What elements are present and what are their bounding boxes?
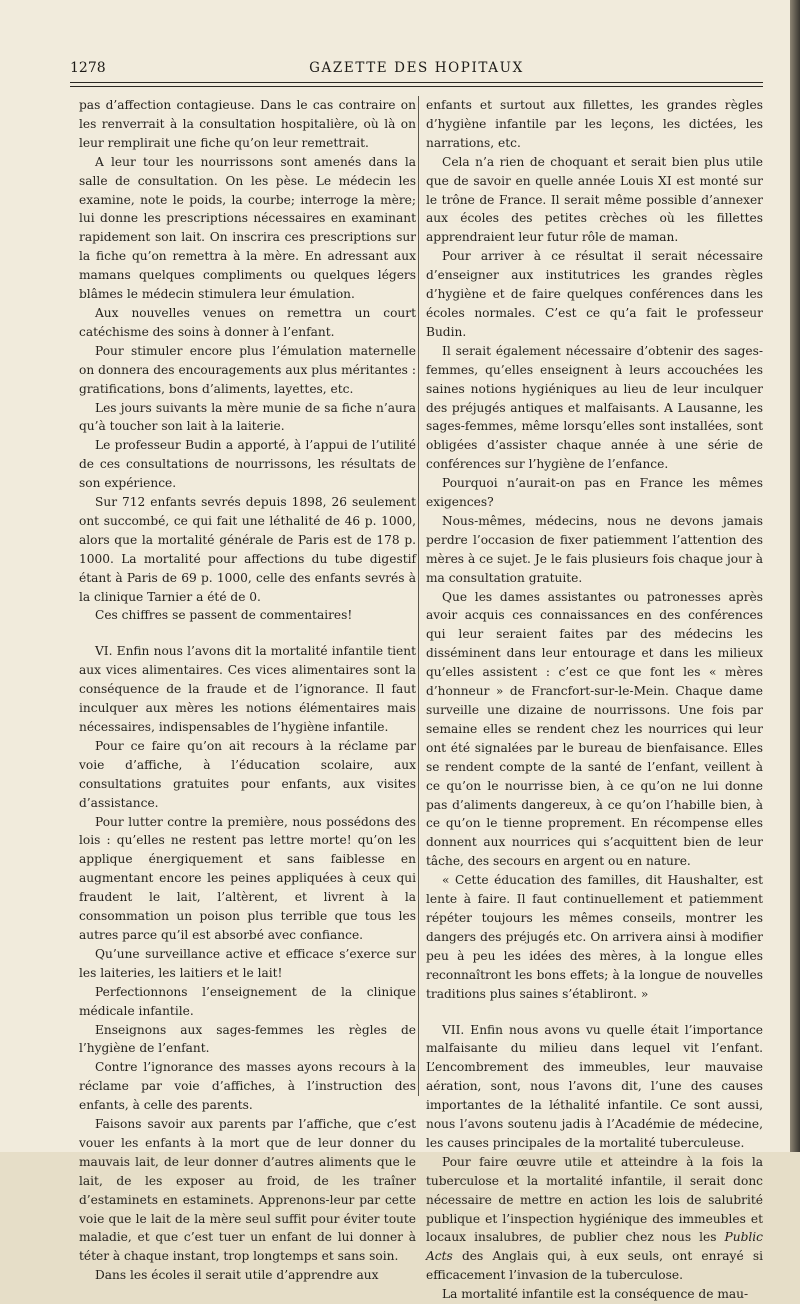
paragraph: Il serait également nécessaire d’obtenir des sages-femmes, qu’elles enseignent à leurs accouchées les saines notions hygiéniques au lieu de leur inculquer des préjugés antiques et malfaisants. A Lausanne, les sages-femmes, même lorsqu’elles sont installées, sont obligées d’assister chaque année à une série de conférences sur l’hygiène de l’enfance. (426, 343, 763, 472)
header-rule-bottom (70, 86, 763, 87)
paragraph: enfants et surtout aux fillettes, les grandes règles d’hygiène infantile par les leçons, les dictées, les narrations, etc. (426, 98, 763, 150)
paragraph: Pour ce faire qu’on ait recours à la réclame par voie d’affiche, à l’éducation scolaire, aux consultations gratuites pour enfants, aux visites d’assistance. (79, 738, 416, 810)
paragraph: Contre l’ignorance des masses ayons recours à la réclame par voie d’affiches, à l’instruction des enfants, à celle des parents. (79, 1060, 416, 1113)
paragraph: Les jours suivants la mère munie de sa fiche n’aura qu’à toucher son lait à la laiterie. (79, 400, 416, 434)
paragraph-text: des Anglais qui, à eux seuls, ont enrayé si efficacement l’invasion de la tuberculose. (426, 1249, 763, 1283)
paragraph: pas d’affection contagieuse. Dans le cas contraire on les renverrait à la consultation hospitalière, où là on leur remplirait une fiche qu’on leur remettrait. (79, 98, 416, 150)
right-column (426, 96, 763, 1304)
paragraph: Pour arriver à ce résultat il serait nécessaire d’enseigner aux institutrices les grandes règles d’hygiène et de faire quelques conférences dans les écoles normales. C’est ce qu’a fait le professeur Budin. (426, 249, 763, 339)
page-edge-shadow (790, 0, 800, 1152)
paragraph: Qu’une surveillance active et efficace s’exerce sur les laiteries, les laitiers et le lait! (79, 946, 416, 980)
paragraph-text: Pour faire œuvre utile et atteindre à la fois la tuberculose et la mortalité infantile, il serait donc nécessaire de mettre en action les lois de salubrité publique et l’inspection hygiénique des immeubles et locaux insalubres, de publier chez nous les (426, 1154, 763, 1245)
header-rule-top (70, 82, 763, 83)
quotation-paragraph: « Cette éducation des familles, dit Haushalter, est lente à faire. Il faut continuellement et patiemment répéter toujours les mêmes conseils, montrer les dangers des préjugés etc. On arrivera ainsi à modifier peu à peu les idées des mères, à la longue elles reconnaîtront les bons effets; à la longue de nouvelles traditions plus saines s’établiront. » (426, 873, 763, 1001)
paragraph: Aux nouvelles venues on remettra un court catéchisme des soins à donner à l’enfant. (79, 305, 416, 339)
journal-title: GAZETTE DES HOPITAUX (309, 60, 524, 76)
column-divider (418, 96, 419, 1096)
paragraph: Dans les écoles il serait utile d’apprendre aux (95, 1268, 379, 1283)
paragraph: La mortalité infantile est la conséquence de mau- (442, 1287, 749, 1302)
paragraph: Sur 712 enfants sevrés depuis 1898, 26 seulement ont succombé, ce qui fait une léthalité de 46 p. 1000, alors que la mortalité générale de Paris est de 178 p. 1000. La mortalité pour affections du tube digestif étant à Paris de 69 p. 1000, celle des enfants sevrés à la clinique Tarnier a été de 0. (79, 495, 416, 604)
paragraph (426, 1153, 763, 1285)
page-header (70, 58, 763, 80)
paragraph: Pour lutter contre la première, nous possédons des lois : qu’elles ne restent pas lettre morte! qu’on les applique énergiquement et sans faiblesse en augmentant encore les peines appliquées à ceux qui fraudent le lait, l’altèrent, et livrent à la consommation un poison plus terrible que tous les autres parce qu’il est absorbé avec confiance. (79, 814, 416, 942)
paragraph: Le professeur Budin a apporté, à l’appui de l’utilité de ces consultations de nourrissons, les résultats de son expérience. (79, 438, 416, 491)
italic-term-public-acts: Public Acts (426, 1230, 763, 1264)
paragraph: Ces chiffres se passent de commentaires! (95, 608, 353, 623)
paragraph: Cela n’a rien de choquant et serait bien plus utile que de savoir en quelle année Louis XI est monté sur le trône de France. Il serait même possible d’annexer aux écoles des petites crèches où les fillettes apprendraient leur futur rôle de maman. (426, 154, 763, 245)
paragraph: Faisons savoir aux parents par l’affiche, que c’est vouer les enfants à la mort que de leur donner du mauvais lait, de leur donner d’autres aliments que le lait, de les exposer au froid, de les traîner d’estaminets en estaminets. Apprenons-leur par cette voie que le lait de la mère seul suffit pour éviter toute maladie, et que c’est tuer un enfant de lui donner à téter à chaque instant, trop longtemps et sans soin. (79, 1117, 416, 1264)
paragraph: Perfectionnons l’enseignement de la clinique médicale infantile. (79, 984, 416, 1018)
paragraph: Enseignons aux sages-femmes les règles de l’hygiène de l’enfant. (79, 1022, 416, 1056)
paragraph: Nous-mêmes, médecins, nous ne devons jamais perdre l’occasion de fixer patiemment l’attention des mères à ce sujet. Je le fais plusieurs fois chaque jour à ma consultation gratuite. (426, 513, 763, 585)
section-vii-paragraph: VII. Enfin nous avons vu quelle était l’importance malfaisante du milieu dans lequel vit l’enfant. L’encombrement des immeubles, leur mauvaise aération, sont, nous l’avons dit, l’une des causes importantes de la léthalité infantile. Ce sont aussi, nous l’avons soutenu jadis à l’Académie de médecine, les causes principales de la mortalité tuberculeuse. (426, 1022, 763, 1150)
left-column (79, 96, 416, 1285)
section-vi-paragraph: VI. Enfin nous l’avons dit la mortalité infantile tient aux vices alimentaires. Ces vices alimentaires sont la conséquence de la fraude et de l’ignorance. Il faut inculquer aux mères les notions élémentaires mais nécessaires, indispensables de l’hygiène infantile. (79, 644, 416, 734)
paragraph: Que les dames assistantes ou patronesses après avoir acquis ces connaissances en des conférences qui leur seraient faites par des médecins les disséminent dans leur entourage et dans les milieux qu’elles assistent : c’est ce que font les « mères d’honneur » de Francfort-sur-le-Mein. Chaque dame surveille une dizaine de nourrissons. Une fois par semaine elles se rendent chez les nourrices qui leur ont été signalées par le bureau de bienfaisance. Elles se rendent compte de la santé de l’enfant, veillent à ce qu’on le nourrisse bien, à ce qu’on ne lui donne pas d’aliments dangereux, à ce qu’on l’habille bien, à ce qu’on le tienne proprement. En récompense elles donnent aux nourrices qui s’acquittent bien de leur tâche, des secours en argent ou en nature. (426, 589, 763, 869)
page-number: 1278 (70, 60, 106, 76)
paragraph: Pour stimuler encore plus l’émulation maternelle on donnera des encouragements aux plus méritantes : gratifications, bons d’aliments, layettes, etc. (79, 343, 416, 396)
paragraph: A leur tour les nourrissons sont amenés dans la salle de consultation. On les pèse. Le médecin les examine, note le poids, la courbe; interroge la mère; lui donne les prescriptions nécessaires en examinant rapidement son lait. On inscrira ces prescriptions sur la fiche qu’on remettra à la mère. En adressant aux mamans quelques compliments ou quelques légers blâmes le médecin stimulera leur émulation. (79, 154, 416, 302)
paragraph: Pourquoi n’aurait-on pas en France les mêmes exigences? (426, 476, 763, 510)
